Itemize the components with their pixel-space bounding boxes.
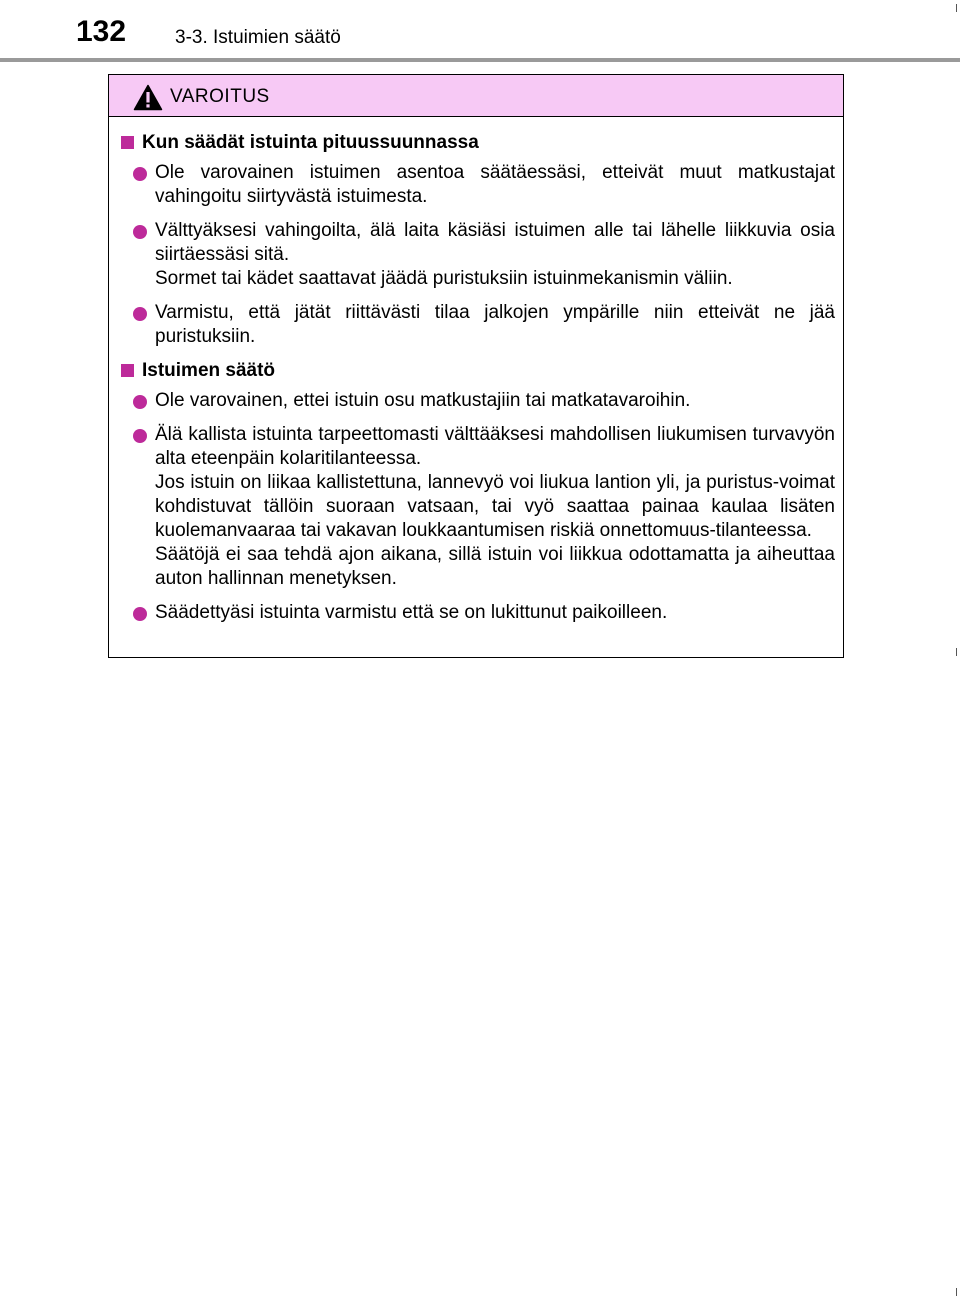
warning-box [108, 74, 844, 658]
bullet-text: Välttyäksesi vahingoilta, älä laita käsiäsi istuimen alle tai lähelle liikkuvia osia siirtäessäsi sitä. [155, 220, 835, 265]
bullet-dot [133, 429, 147, 443]
bullet-dot [133, 607, 147, 621]
page-number: 132 [76, 15, 127, 48]
warning-header [109, 75, 843, 117]
bullet-dot [133, 395, 147, 409]
bullet-item [117, 301, 835, 349]
crop-mark-middle-right [956, 648, 957, 656]
bullet-text: Älä kallista istuinta tarpeettomasti välttääksesi mahdollisen liukumisen turvavyön alta eteenpäin kolaritilanteessa. [155, 424, 835, 469]
subsection-title-seat-adjustment [117, 359, 835, 383]
bullet-text: Säätöjä ei saa tehdä ajon aikana, sillä istuin voi liikkua odottamatta ja aiheuttaa auton hallinnan menetyksen. [155, 544, 835, 589]
header-rule [0, 58, 960, 62]
warning-body [109, 117, 843, 625]
square-marker [121, 364, 134, 377]
bullet-item [117, 161, 835, 209]
bullet-text: Ole varovainen, ettei istuin osu matkustajiin tai matkatavaroihin. [155, 390, 691, 411]
subsection-title-text: Istuimen säätö [142, 360, 276, 381]
bullet-text: Jos istuin on liikaa kallistettuna, lannevyö voi liukua lantion yli, ja puristus-voimat kohdistuvat tällöin suoraan vatsaan, tai vyö saattaa painaa kaulaa lisäten kuolemanvaaraa tai vakavan loukkaantumisen riskiä onnettomuus-tilanteessa. [155, 472, 835, 541]
crop-mark-bottom-right [956, 1288, 957, 1296]
bullet-text: Säädettyäsi istuinta varmistu että se on lukittunut paikoilleen. [155, 602, 668, 623]
bullet-item [117, 219, 835, 291]
bullet-item [117, 601, 835, 625]
bullet-text: Ole varovainen istuimen asentoa säätäessäsi, etteivät muut matkustajat vahingoitu siirtyvästä istuimesta. [155, 162, 835, 207]
bullet-dot [133, 167, 147, 181]
section-title: 3-3. Istuimien säätö [175, 27, 341, 48]
subsection-title-seat-length [117, 131, 835, 155]
bullet-dot [133, 307, 147, 321]
warning-triangle-icon [133, 84, 163, 111]
bullet-text: Sormet tai kädet saattavat jäädä puristuksiin istuinmekanismin väliin. [155, 268, 733, 289]
square-marker [121, 136, 134, 149]
bullet-text: Varmistu, että jätät riittävästi tilaa jalkojen ympärille niin etteivät ne jää puristuksiin. [155, 302, 835, 347]
warning-title: VAROITUS [170, 86, 270, 107]
bullet-item [117, 389, 835, 413]
subsection-title-text: Kun säädät istuinta pituussuunnassa [142, 132, 479, 153]
bullet-dot [133, 225, 147, 239]
page-header [0, 0, 960, 62]
crop-mark-top-right [956, 4, 957, 12]
bullet-item [117, 423, 835, 591]
